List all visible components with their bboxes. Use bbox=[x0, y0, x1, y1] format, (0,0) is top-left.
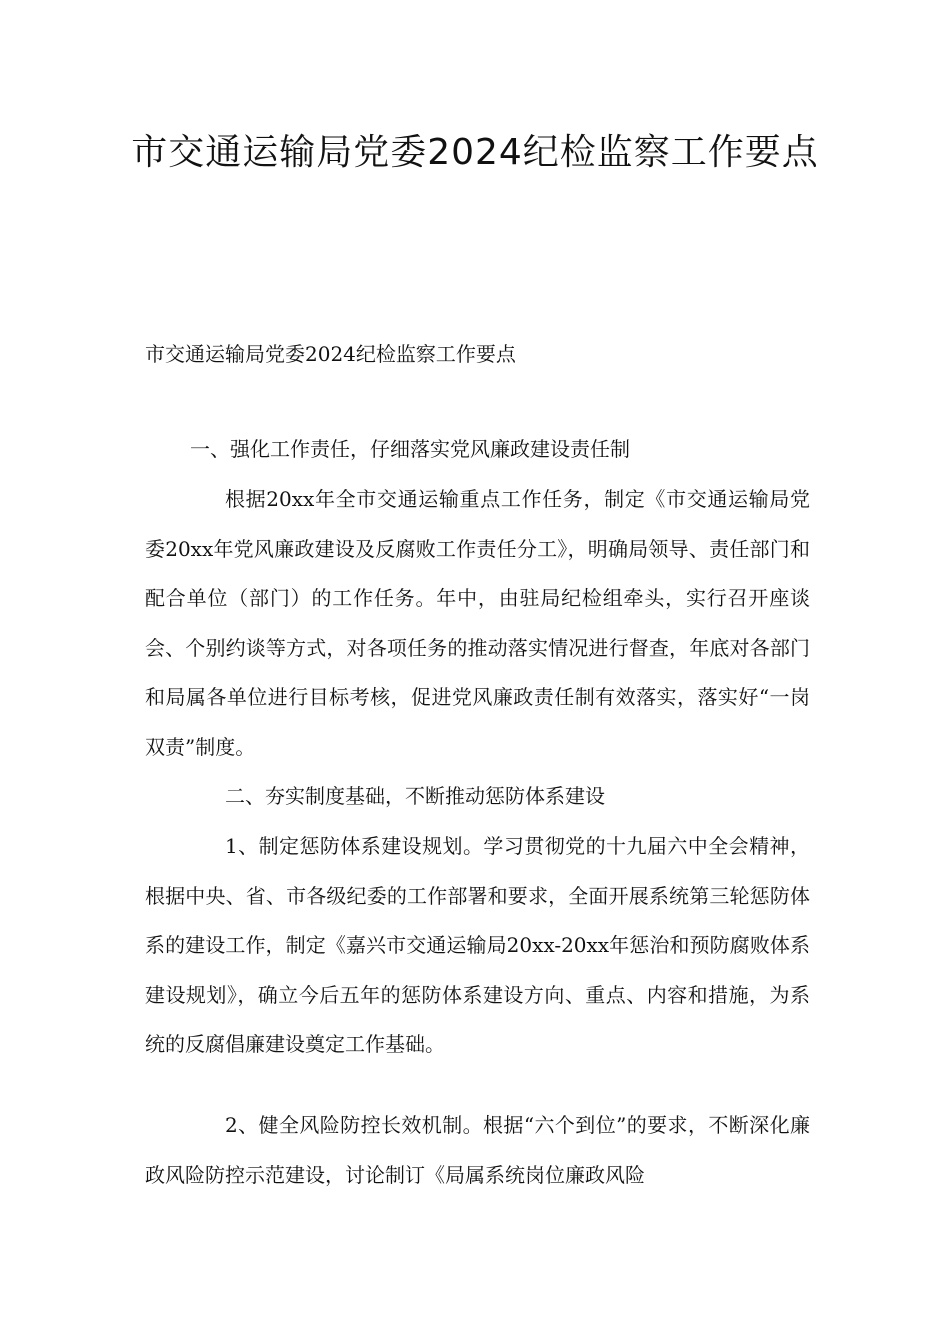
section2-item-2: 2、健全风险防控长效机制。根据“六个到位”的要求，不断深化廉政风险防控示范建设，讨论制订《局属系统岗位廉政风险 bbox=[145, 1113, 810, 1187]
section2-heading: 二、夯实制度基础，不断推动惩防体系建设 bbox=[225, 784, 605, 808]
section2-item-1: 1、制定惩防体系建设规划。学习贯彻党的十九届六中全会精神，根据中央、省、市各级纪委的工作部署和要求，全面开展系统第三轮惩防体系的建设工作，制定《嘉兴市交通运输局20xx-20xx年惩治和预防腐败体系建设规划》，确立今后五年的惩防体系建设方向、重点、内容和措施，为系统的反腐倡廉建设奠定工作基础。 bbox=[145, 834, 810, 1056]
section1-paragraph: 根据20xx年全市交通运输重点工作任务，制定《市交通运输局党委20xx年党风廉政建设及反腐败工作责任分工》，明确局领导、责任部门和配合单位（部门）的工作任务。年中，由驻局纪检组牵头，实行召开座谈会、个别约谈等方式，对各项任务的推动落实情况进行督查，年底对各部门和局属各单位进行目标考核，促进党风廉政责任制有效落实，落实好“一岗双责”制度。 bbox=[145, 487, 810, 759]
document-subtitle: 市交通运输局党委2024纪检监察工作要点 bbox=[145, 342, 516, 366]
document-title: 市交通运输局党委2024纪检监察工作要点 bbox=[131, 132, 819, 173]
section1-heading: 一、强化工作责任，仔细落实党风廉政建设责任制 bbox=[190, 437, 630, 461]
